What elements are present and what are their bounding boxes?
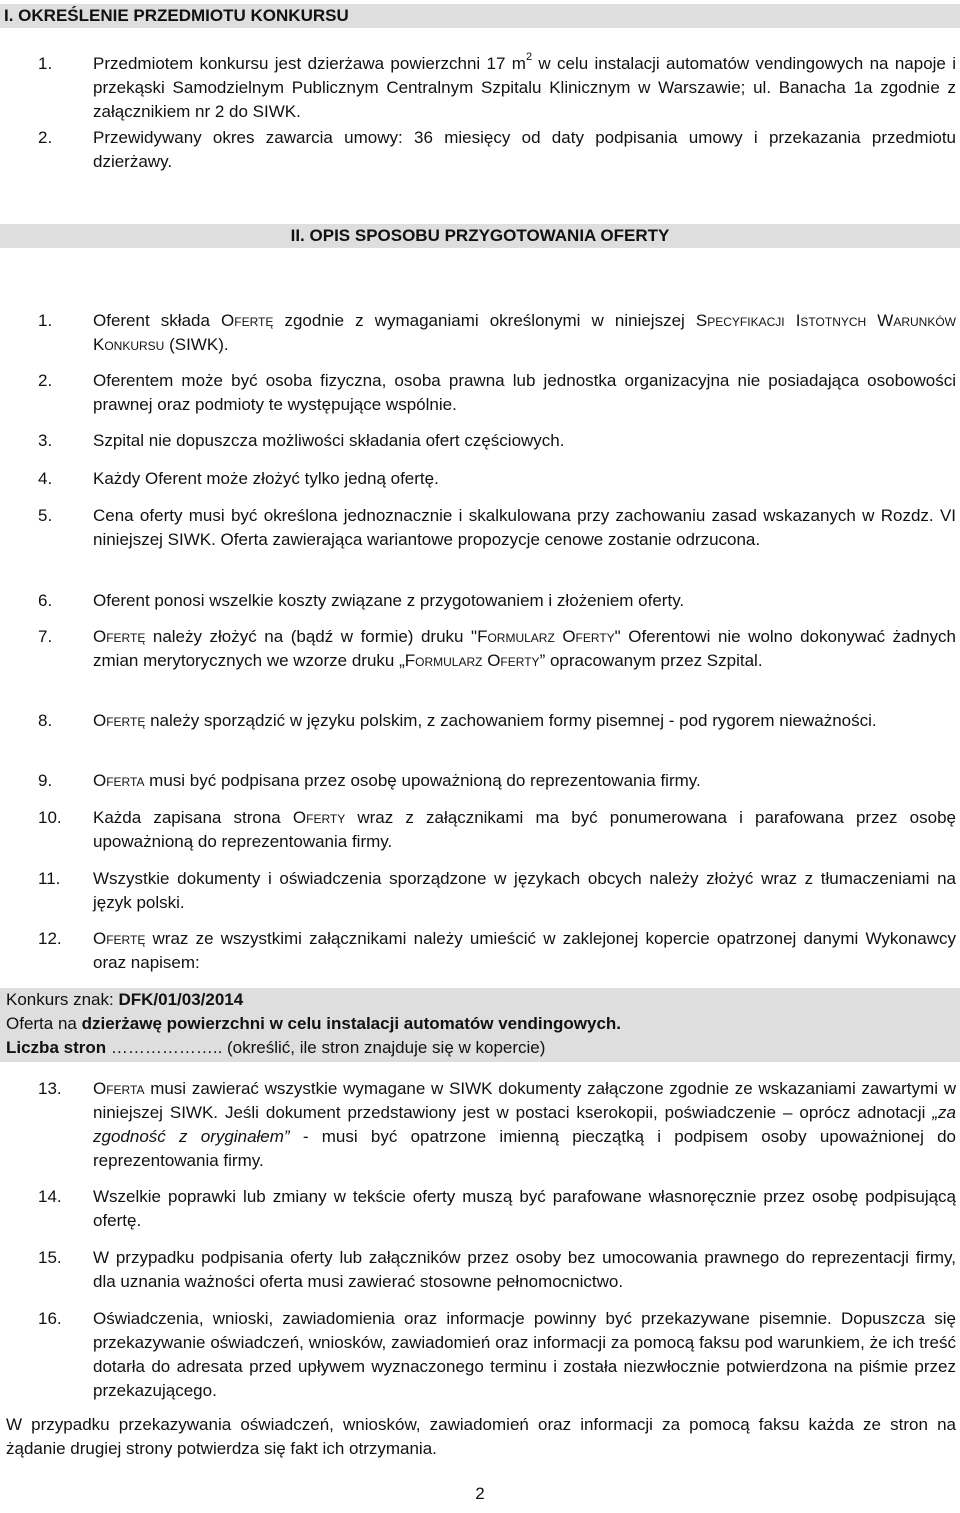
section-heading-2: II. OPIS SPOSOBU PRZYGOTOWANIA OFERTY <box>0 224 960 248</box>
envelope-label-box: Konkurs znak: DFK/01/03/2014 Oferta na dzierżawę powierzchni w celu instalacji automatów vendingowych. Liczba stron ……………….. (określić, ile stron znajduje się w kopercie) <box>0 988 960 1062</box>
section-heading-1: I. OKREŚLENIE PRZEDMIOTU KONKURSU <box>0 4 960 28</box>
page-number: 2 <box>475 1484 485 1503</box>
closing-paragraph: W przypadku przekazywania oświadczeń, wniosków, zawiadomień oraz informacji za pomocą faksu każda ze stron na żądanie drugiej strony potwierdza się fakt ich otrzymania. <box>6 1415 956 1458</box>
